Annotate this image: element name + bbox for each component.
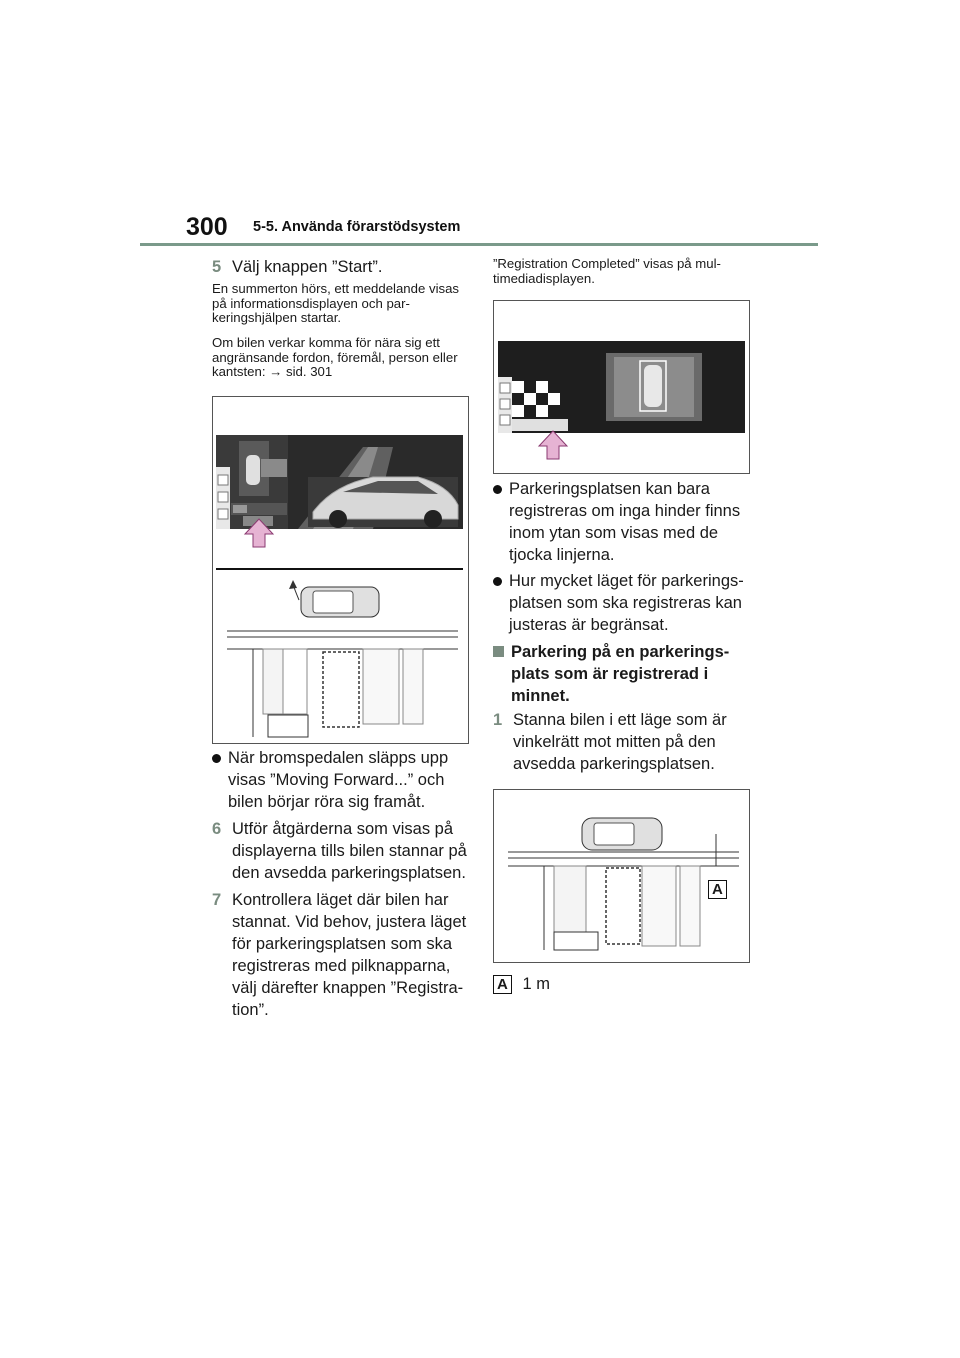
bullet-no-obstacles: Parkeringsplatsen kan bara registreras om inga hinder finns inom ytan som visas med de tjocka linjerna. — [493, 478, 755, 566]
step-text: Utför åtgärderna som visas på displayerna tills bilen stannar på den avsedda parkeringsplatsen. — [232, 820, 467, 882]
step-number: 7 — [212, 891, 222, 909]
step-number: 5 — [212, 258, 222, 276]
step-7 — [212, 889, 474, 1021]
registration-completed-note: ”Registration Completed” visas på mul-timediadisplayen. — [493, 256, 721, 286]
figure-stop-position — [493, 789, 750, 963]
header-rule — [140, 243, 818, 246]
legend-a — [493, 975, 550, 994]
legend-value: 1 m — [522, 975, 550, 993]
figure-start-display — [212, 396, 469, 744]
legend-label: A — [493, 975, 512, 994]
step-text: Stanna bilen i ett läge som är vinkelrätt mot mitten på den avsedda parkeringsplatsen. — [513, 711, 727, 773]
bullet-adjust-limited: Hur mycket läget för parkerings-platsen som ska registreras kan justeras är begränsat. — [493, 570, 755, 636]
step-text: Välj knappen ”Start”. — [232, 258, 383, 276]
step-number: 1 — [493, 711, 503, 729]
heading-marker — [493, 646, 504, 657]
bullet-moving-forward: När bromspedalen släpps upp visas ”Moving Forward...” och bilen börjar röra sig framåt. — [212, 747, 474, 813]
note-summer: En summerton hörs, ett meddelande visas på informationsdisplayen och par-keringshjälpen startar. — [212, 281, 460, 325]
bullet-dot — [493, 577, 502, 586]
page-number: 300 — [186, 213, 228, 241]
step-number: 6 — [212, 820, 222, 838]
heading-registered-parking: Parkering på en parkerings-plats som är registrerad i minnet. — [493, 641, 755, 707]
figure-label-a: A — [708, 880, 727, 899]
note-too-close: Om bilen verkar komma för nära sig ett angränsande fordon, föremål, person eller kantsten: → sid. 301 — [212, 335, 458, 379]
bullet-dot — [212, 754, 221, 763]
section-title: 5-5. Använda förarstödsystem — [253, 219, 461, 235]
step-5 — [212, 256, 482, 278]
figure-registration-display — [493, 300, 750, 474]
bullet-dot — [493, 485, 502, 494]
step-1 — [493, 709, 755, 775]
step-6 — [212, 818, 474, 884]
step-text: Kontrollera läget där bilen har stannat. Vid behov, justera läget för parkeringsplatsen som ska registreras med pilknapparna, välj därefter knappen ”Registra-tion”. — [232, 891, 467, 1019]
